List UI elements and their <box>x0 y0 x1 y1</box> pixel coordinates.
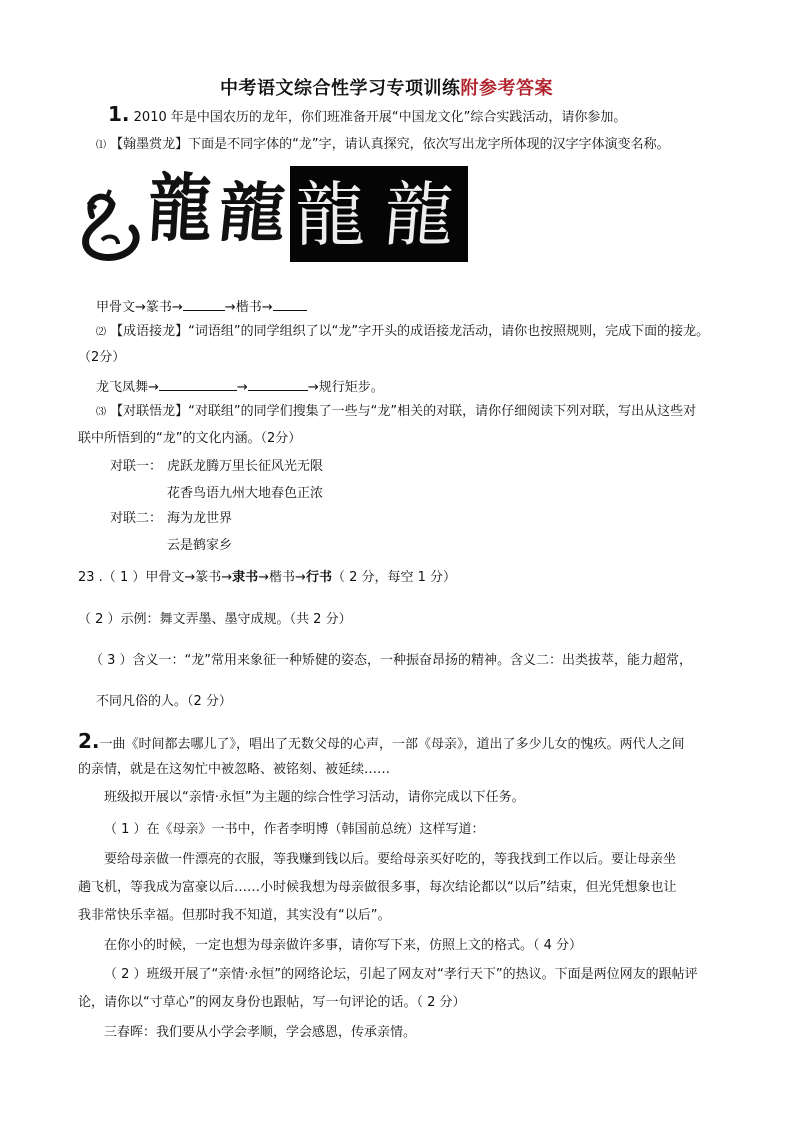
q1-sub1-text: 【翰墨赏龙】下面是不同字体的“龙”字，请认真探究，依次写出龙字所体现的汉字字体演变名称。 <box>110 137 670 152</box>
q1-number: 1. <box>108 102 130 126</box>
clerical-script-dragon-image: 龍 <box>214 176 290 251</box>
chain2-part-c: →规行矩步。 <box>307 380 384 395</box>
q2-line1-text: 一曲《时间都去哪儿了》，唱出了无数父母的心声，一部《母亲》，道出了多少儿女的愧疚。两代人之间 <box>99 737 685 752</box>
answer-3-line2: 不同凡俗的人。（2 分） <box>96 694 232 709</box>
couplet1-label: 对联一： <box>110 459 163 474</box>
answer-1-post: （ 2 分，每空 1 分） <box>331 570 457 585</box>
chain1-part-a: 甲骨文→篆书→ <box>96 300 183 315</box>
chain2-blank-1[interactable] <box>159 378 237 391</box>
seal-script-dragon-image: 龍 <box>145 166 215 253</box>
answer-1-blank2: 行书 <box>305 570 332 585</box>
title-main: 中考语文综合性学习专项训练 <box>220 78 461 99</box>
dragon-calligraphy-images <box>78 164 470 264</box>
answer-1-pre: 23 .（ 1 ）甲骨文→篆书→ <box>78 570 233 585</box>
q1-sub1-number: ⑴ <box>96 140 106 151</box>
q2-line1 <box>78 731 685 751</box>
q2-sub1: （ 1 ）在《母亲》一书中，作者李明博（韩国前总统）这样写道： <box>104 822 485 837</box>
answer-3-line1: （ 3 ）含义一：“龙”常用来象征一种矫健的姿态，一种振奋昂扬的精神。含义二：出类拔萃，能力超常， <box>90 653 693 668</box>
running-script-dragon-image: 龍 <box>380 174 458 256</box>
q2-reply1: 三春晖：我们要从小学会孝顺，学会感恩，传承亲情。 <box>104 1025 417 1040</box>
q1-sub2-score: （2分） <box>78 350 126 365</box>
q1-sub3-text: 【对联悟龙】“对联组”的同学们搜集了一些与“龙”相关的对联，请你仔细阅读下列对联，写出从这些对 <box>110 404 697 419</box>
chain2-blank-2[interactable] <box>248 378 308 391</box>
chain1-part-b: →楷书→ <box>224 300 273 315</box>
q2-number: 2. <box>78 729 100 753</box>
chain1-blank-1[interactable] <box>183 298 225 311</box>
q2-quote1: 要给母亲做一件漂亮的衣服，等我赚到钱以后。要给母亲买好吃的，等我找到工作以后。要让母亲坐 <box>104 852 677 867</box>
title-answer-suffix: 附参考答案 <box>460 78 553 99</box>
chain2-part-a: 龙飞凤舞→ <box>96 380 159 395</box>
couplet1-line2: 花香鸟语九州大地春色正浓 <box>167 486 324 501</box>
q2-sub2-line1: （ 2 ）班级开展了“亲情·永恒”的网络论坛，引起了网友对“孝行天下”的热议。下面是两位网友的跟帖评 <box>104 967 698 982</box>
chain1-blank-2[interactable] <box>273 298 307 311</box>
q2-sub2-line2: 论，请你以“寸草心”的网友身份也跟帖，写一句评论的话。（ 2 分） <box>78 995 466 1010</box>
couplet1-line1: 虎跃龙腾万里长征风光无限 <box>167 459 324 474</box>
couplet2-line2: 云是鹤家乡 <box>167 538 233 553</box>
q1-sub3-text-cont: 联中所悟到的“龙”的文化内涵。（2分） <box>78 431 302 446</box>
q1-sub1 <box>96 138 670 151</box>
page-title <box>220 80 553 98</box>
couplet2-label: 对联二： <box>110 511 163 526</box>
q1-intro-line <box>108 104 626 124</box>
q1-sub2-text: 【成语接龙】“词语组”的同学组织了以“龙”字开头的成语接龙活动，请你也按照规则，完成下面的接龙。 <box>110 324 710 339</box>
q1-chain1 <box>96 298 307 314</box>
q1-sub3 <box>96 405 696 418</box>
q2-line3: 班级拟开展以“亲情·永恒”为主题的综合性学习活动，请你完成以下任务。 <box>104 790 525 805</box>
couplet2-line1: 海为龙世界 <box>167 511 233 526</box>
q2-task1: 在你小的时候，一定也想为母亲做许多事，请你写下来，仿照上文的格式。（ 4 分） <box>104 938 583 953</box>
q1-sub2-number: ⑵ <box>96 327 106 338</box>
answer-1 <box>78 571 456 584</box>
chain2-part-b: → <box>236 380 248 395</box>
q2-line2: 的亲情，就是在这匆忙中被忽略、被铭刻、被延续…… <box>78 762 391 777</box>
answer-1-mid: →楷书→ <box>258 570 306 585</box>
q2-quote3: 我非常快乐幸福。但那时我不知道，其实没有“以后”。 <box>78 908 391 923</box>
oracle-bone-dragon-image <box>78 164 150 264</box>
answer-2: （ 2 ）示例：舞文弄墨、墨守成规。（共 2 分） <box>78 612 352 627</box>
q1-sub3-number: ⑶ <box>96 407 106 418</box>
q2-quote2: 趟飞机，等我成为富豪以后……小时候我想为母亲做很多事，每次结论都以“以后”结束，但光凭想象也让 <box>78 880 677 895</box>
q1-intro: 2010 年是中国农历的龙年，你们班准备开展“中国龙文化”综合实践活动，请你参加。 <box>133 110 627 125</box>
regular-script-dragon-image: 龍 <box>295 174 365 256</box>
q1-sub2 <box>96 325 709 338</box>
q1-chain2 <box>96 378 384 394</box>
answer-1-blank1: 隶书 <box>232 570 259 585</box>
